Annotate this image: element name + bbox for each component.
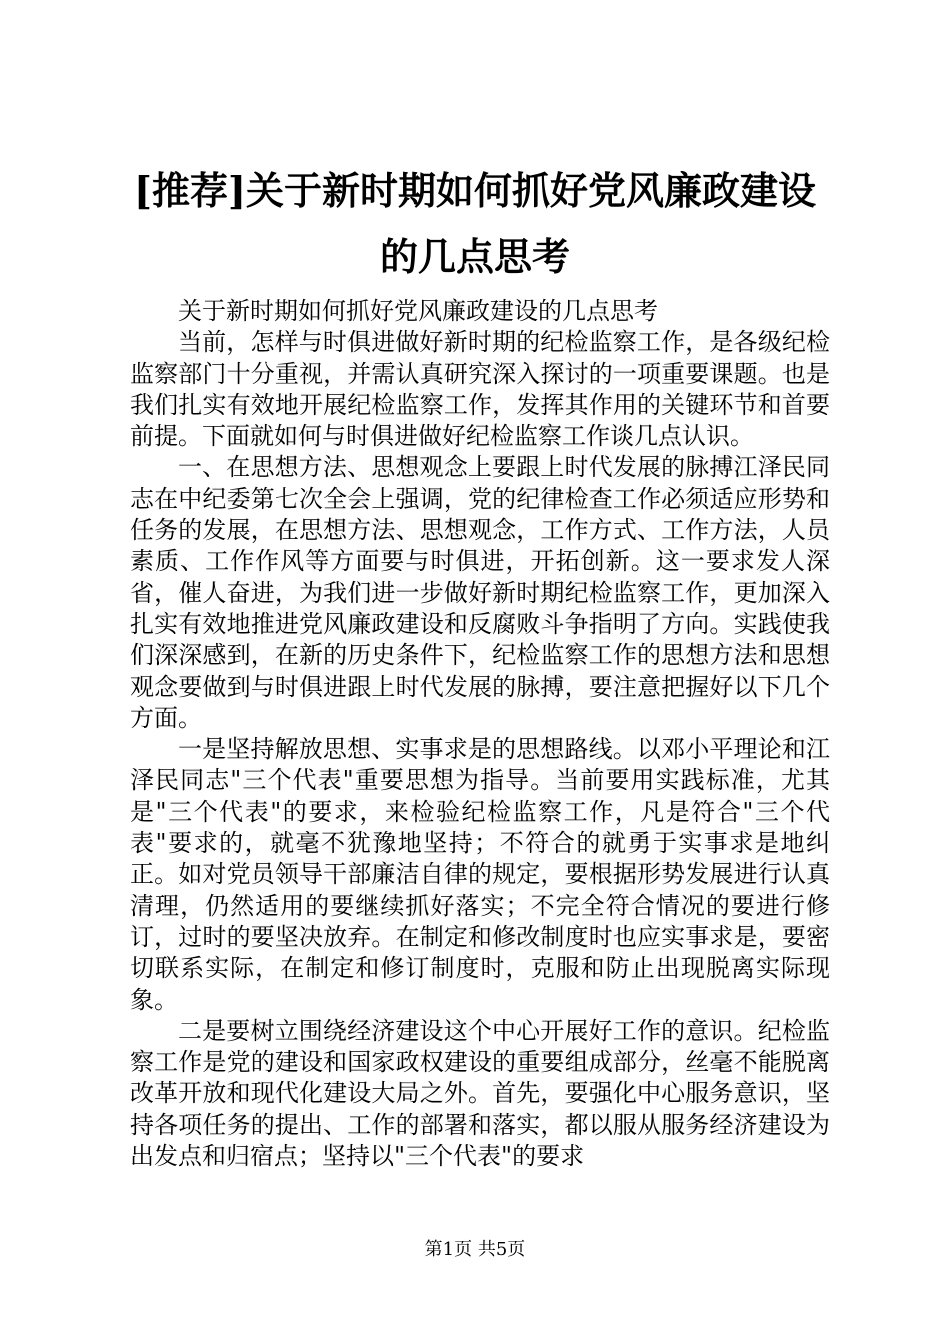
document-title: [推荐]关于新时期如何抓好党风廉政建设的几点思考 [134,168,816,279]
point-two-paragraph: 二是要树立围绕经济建设这个中心开展好工作的意识。纪检监察工作是党的建设和国家政权建设的重要组成部分，丝毫不能脱离改革开放和现代化建设大局之外。首先，要强化中心服务意识，坚持各项任务的提出、工作的部署和落实，都以服从服务经济建设为出发点和归宿点；坚持以"三个代表"的要求 [130,1016,830,1171]
intro-paragraph: 当前，怎样与时俱进做好新时期的纪检监察工作，是各级纪检监察部门十分重视，并需认真研究深入探讨的一项重要课题。也是我们扎实有效地开展纪检监察工作，发挥其作用的关键环节和首要前提。下面就如何与时俱进做好纪检监察工作谈几点认识。 [130,328,830,451]
document-body [130,296,830,1172]
point-one-paragraph: 一是坚持解放思想、实事求是的思想路线。以邓小平理论和江泽民同志"三个代表"重要思想为指导。当前要用实践标准，尤其是"三个代表"的要求，来检验纪检监察工作，凡是符合"三个代表"要求的，就毫不犹豫地坚持；不符合的就勇于实事求是地纠正。如对党员领导干部廉洁自律的规定，要根据形势发展进行认真清理，仍然适用的要继续抓好落实；不完全符合情况的要进行修订，过时的要坚决放弃。在制定和修改制度时也应实事求是，要密切联系实际，在制定和修订制度时，克服和防止出现脱离实际现象。 [130,735,830,1014]
section-one-paragraph: 一、在思想方法、思想观念上要跟上时代发展的脉搏江泽民同志在中纪委第七次全会上强调，党的纪律检查工作必须适应形势和任务的发展，在思想方法、思想观念，工作方式、工作方法，人员素质、工作作风等方面要与时俱进，开拓创新。这一要求发人深省，催人奋进，为我们进一步做好新时期纪检监察工作，更加深入扎实有效地推进党风廉政建设和反腐败斗争指明了方向。实践使我们深深感到，在新的历史条件下，纪检监察工作的思想方法和思想观念要做到与时俱进跟上时代发展的脉搏，要注意把握好以下几个方面。 [130,453,830,732]
subtitle-paragraph: 关于新时期如何抓好党风廉政建设的几点思考 [178,297,658,325]
page-footer: 第1页 共5页 [424,1239,526,1260]
